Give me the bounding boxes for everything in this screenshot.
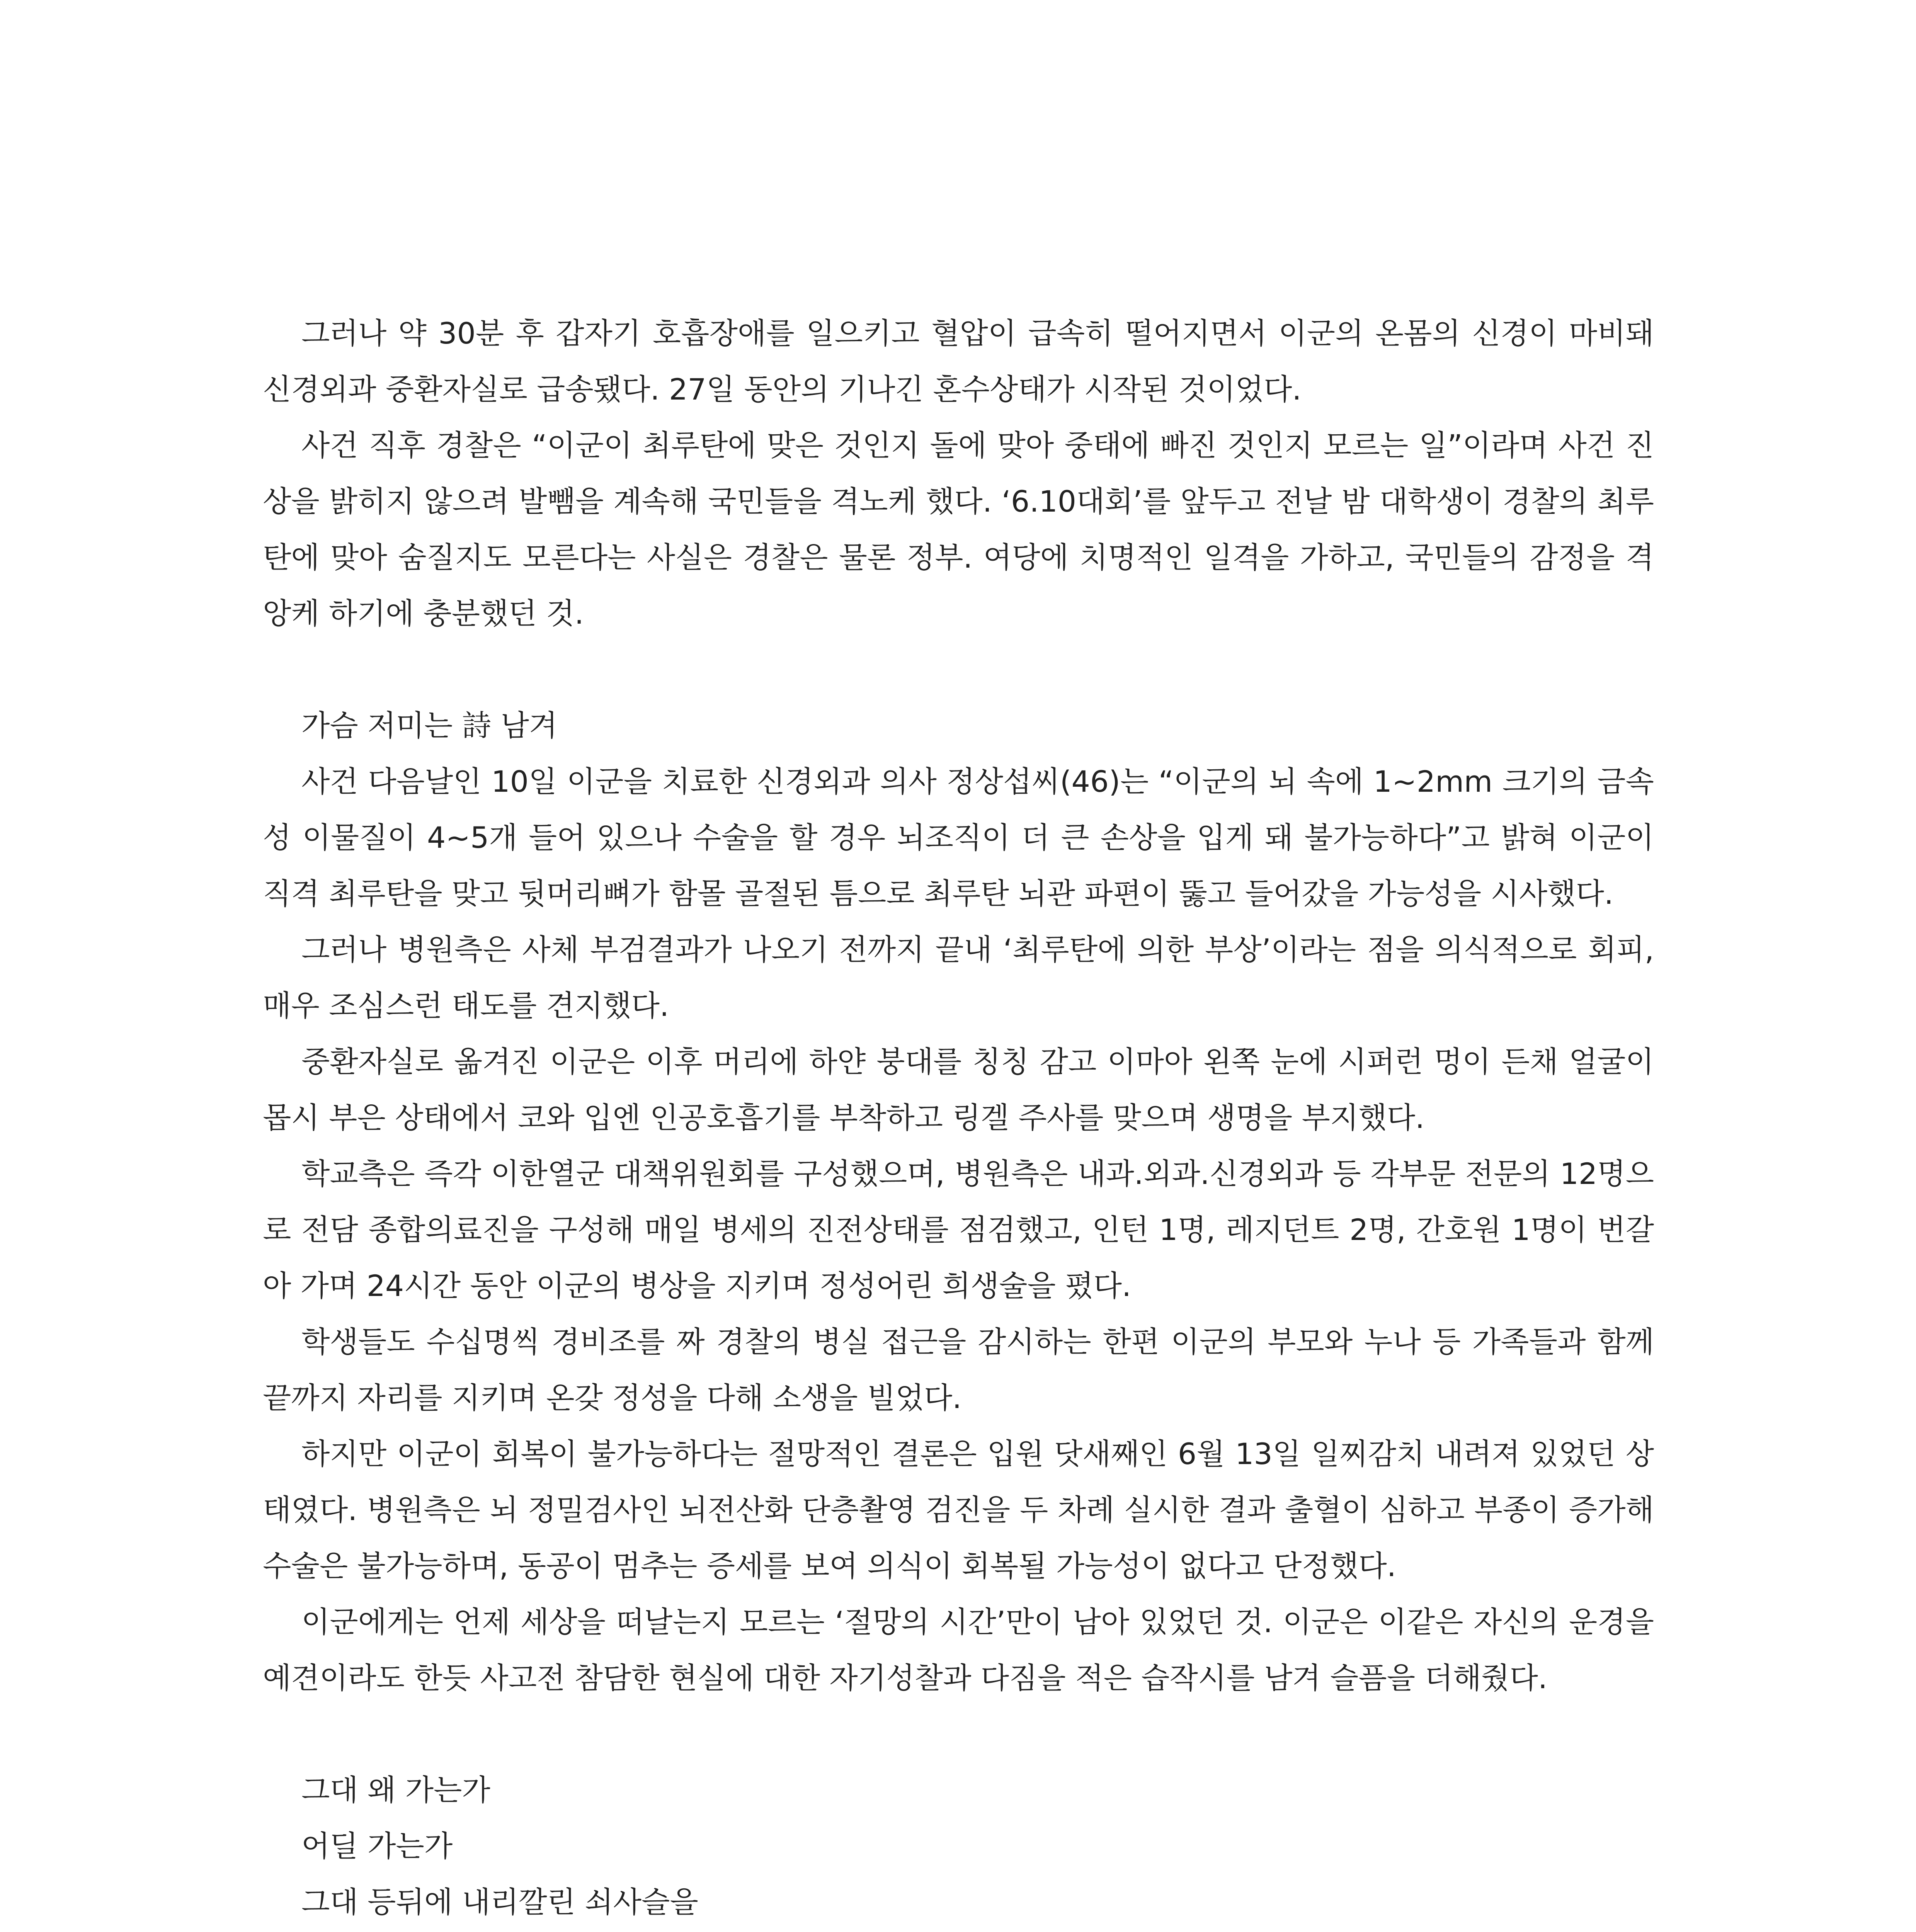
paragraph: 그러나 약 30분 후 갑자기 호흡장애를 일으키고 혈압이 급속히 떨어지면서 이군의 온몸의 신경이 마비돼 신경외과 중환자실로 급송됐다. 27일 동안의 기나긴 혼수상태가 시작된 것이었다. bbox=[263, 316, 1654, 406]
paragraph: 중환자실로 옮겨진 이군은 이후 머리에 하얀 붕대를 칭칭 감고 이마아 왼쪽 눈에 시퍼런 멍이 든채 얼굴이 몹시 부은 상태에서 코와 입엔 인공호흡기를 부착하고 링겔 주사를 맞으며 생명을 부지했다. bbox=[263, 1044, 1654, 1135]
paragraph: 그러나 병원측은 사체 부검결과가 나오기 전까지 끝내 ‘최루탄에 의한 부상’이라는 점을 의식적으로 회피, 매우 조심스런 태도를 견지했다. bbox=[263, 932, 1654, 1023]
paragraph-gap bbox=[263, 1706, 1654, 1762]
paragraph: 사건 직후 경찰은 “이군이 최루탄에 맞은 것인지 돌에 맞아 중태에 빠진 것인지 모르는 일”이라며 사건 진상을 밝히지 않으려 발뺌을 계속해 국민들을 격노케 했다. ‘6.10대회’를 앞두고 전날 밤 대학생이 경찰의 최루탄에 맞아 숨질지도 모른다는 사실은 경찰은 물론 정부. 여당에 치명적인 일격을 가하고, 국민들의 감정을 격앙케 하기에 충분했던 것. bbox=[263, 428, 1654, 631]
paragraph: 이군에게는 언제 세상을 떠날는지 모르는 ‘절망의 시간’만이 남아 있었던 것. 이군은 이같은 자신의 운경을 예견이라도 한듯 사고전 참담한 현실에 대한 자기성찰과 다짐을 적은 습작시를 남겨 슬픔을 더해줬다. bbox=[263, 1605, 1654, 1695]
paragraph: 사건 다음날인 10일 이군을 치료한 신경외과 의사 정상섭씨(46)는 “이군의 뇌 속에 1~2mm 크기의 금속성 이물질이 4~5개 들어 있으나 수술을 할 경우 뇌조직이 더 큰 손상을 입게 돼 불가능하다”고 밝혀 이군이 직격 최루탄을 맞고 뒷머리뼈가 함몰 골절된 틈으로 최루탄 뇌관 파편이 뚫고 들어갔을 가능성을 시사했다. bbox=[263, 764, 1654, 911]
poem-line: 그대 등뒤에 내리깔린 쇠사슬을 bbox=[301, 1885, 698, 1919]
poem-line bbox=[263, 1930, 1654, 1932]
article-body bbox=[263, 305, 1654, 1932]
paragraph: 학생들도 수십명씩 경비조를 짜 경찰의 병실 접근을 감시하는 한편 이군의 부모와 누나 등 가족들과 함께 끝까지 자리를 지키며 온갖 정성을 다해 소생을 빌었다. bbox=[263, 1325, 1654, 1415]
paragraph: 하지만 이군이 회복이 불가능하다는 절망적인 결론은 입원 닷새째인 6월 13일 일찌감치 내려져 있었던 상태였다. 병원측은 뇌 정밀검사인 뇌전산화 단층촬영 검진을 두 차례 실시한 결과 출혈이 심하고 부종이 증가해 수술은 불가능하며, 동공이 멈추는 증세를 보여 의식이 회복될 가능성이 없다고 단정했다. bbox=[263, 1437, 1654, 1583]
paragraph: 학교측은 즉각 이한열군 대책위원회를 구성했으며, 병원측은 내과.외과.신경외과 등 각부문 전문의 12명으로 전담 종합의료진을 구성해 매일 병세의 진전상태를 점검했고, 인턴 1명, 레지던트 2명, 간호원 1명이 번갈아 가며 24시간 동안 이군의 병상을 지키며 정성어린 희생술을 폈다. bbox=[263, 1156, 1654, 1303]
poem-line: 어딜 가는가 bbox=[301, 1829, 453, 1863]
paragraph-gap bbox=[263, 641, 1654, 697]
poem-line: 그대 왜 가는가 bbox=[301, 1773, 490, 1807]
section-heading: 가슴 저미는 詩 남겨 bbox=[301, 708, 558, 743]
poem bbox=[263, 1762, 1654, 1932]
